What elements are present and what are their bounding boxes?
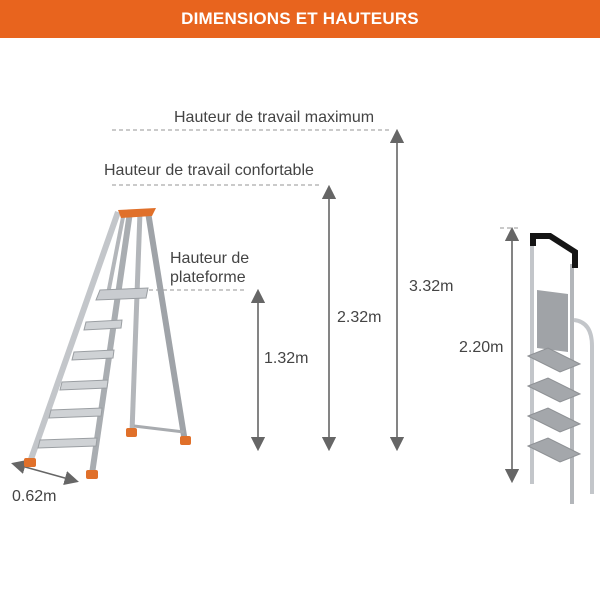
base-width-value: 0.62m: [12, 488, 57, 505]
folded-platform: [537, 290, 568, 352]
comfort-work-height-value: 2.32m: [337, 309, 382, 326]
ladder-platform: [96, 288, 148, 300]
open-stepladder: [24, 208, 191, 479]
foot-front-left: [24, 458, 36, 467]
platform-height-value: 1.32m: [264, 350, 309, 367]
platform-height-label-line1: Hauteur de: [170, 250, 250, 267]
header-title: DIMENSIONS ET HAUTEURS: [181, 9, 419, 28]
folded-stepladder: [528, 236, 592, 504]
ladder-step-5: [38, 438, 97, 448]
ladder-step-4: [49, 408, 102, 418]
max-work-height-label: Hauteur de travail maximum: [174, 109, 375, 126]
front-rail-left: [30, 212, 118, 462]
rear-crossbar: [134, 426, 184, 432]
front-rail-right: [92, 212, 130, 474]
ladder-step-2: [72, 350, 114, 360]
comfort-work-height-label: Hauteur de travail confortable: [104, 162, 314, 179]
rear-leg-left: [132, 212, 140, 432]
header-banner: [0, 0, 600, 38]
dimension-arrows: [18, 136, 512, 480]
max-work-height-value: 3.32m: [409, 278, 454, 295]
foot-rear-right: [180, 436, 191, 445]
rear-leg-right: [148, 212, 185, 442]
foot-rear-left: [126, 428, 137, 437]
folded-top-handle: [533, 236, 575, 268]
ladder-step-1: [84, 320, 122, 330]
ladder-step-3: [60, 380, 108, 390]
platform-height-label-line2: plateforme: [170, 269, 246, 286]
foot-front-right: [86, 470, 98, 479]
base-width-arrow: [18, 465, 72, 480]
folded-height-value: 2.20m: [459, 339, 504, 356]
reference-lines: [112, 130, 520, 290]
ladder-diagram: [0, 38, 600, 600]
folded-rear-leg: [574, 320, 592, 494]
